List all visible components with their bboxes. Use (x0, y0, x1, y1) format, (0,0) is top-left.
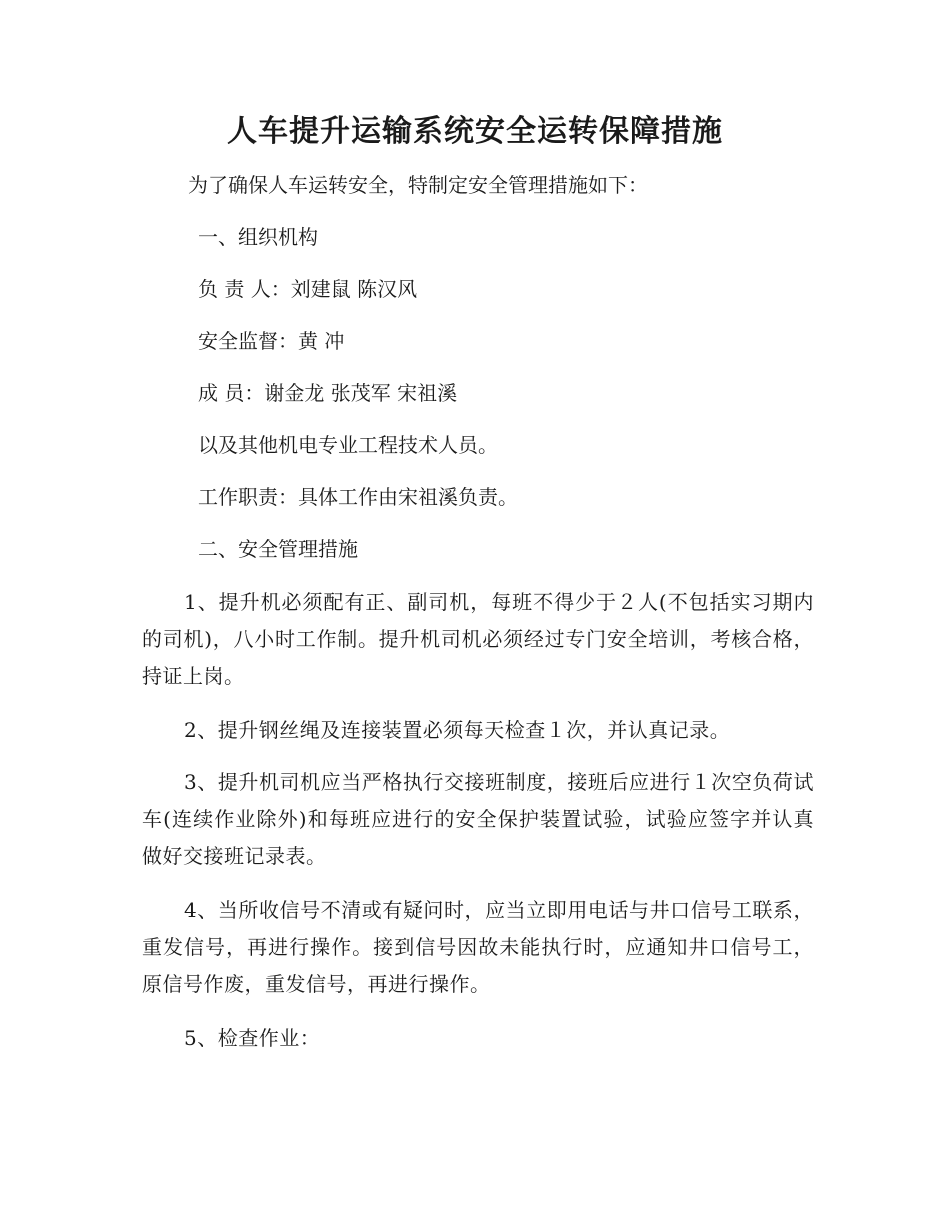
measure-item-1: 1、提升机必须配有正、副司机，每班不得少于２人(不包括实习期内的司机)，八小时工作制。提升机司机必须经过专门安全培训，考核合格，持证上岗。 (142, 590, 814, 688)
org-others: 以及其他机电专业工程技术人员。 (198, 433, 498, 457)
document-title: 人车提升运输系统安全运转保障措施 (227, 114, 723, 149)
measure-item-5: 5、检查作业： (184, 1026, 321, 1050)
org-members: 成 员：谢金龙 张茂军 宋祖溪 (198, 381, 458, 405)
measure-item-4: 4、当所收信号不清或有疑问时，应当立即用电话与井口信号工联系，重发信号，再进行操作。接到信号因故未能执行时，应通知井口信号工，原信号作废，重发信号，再进行操作。 (142, 898, 814, 996)
section-heading-organization: 一、组织机构 (198, 225, 318, 249)
org-supervisor: 安全监督：黄 冲 (198, 329, 345, 353)
intro-text: 为了确保人车运转安全，特制定安全管理措施如下： (188, 173, 648, 197)
measure-item-2: 2、提升钢丝绳及连接装置必须每天检查１次，并认真记录。 (184, 718, 731, 742)
measure-item-3: 3、提升机司机应当严格执行交接班制度，接班后应进行１次空负荷试车(连续作业除外)和每班应进行的安全保护装置试验，试验应签字并认真做好交接班记录表。 (142, 770, 814, 868)
org-duty: 工作职责：具体工作由宋祖溪负责。 (198, 485, 518, 509)
section-heading-measures: 二、安全管理措施 (198, 537, 358, 561)
org-leader: 负 责 人：刘建鼠 陈汉风 (198, 277, 418, 301)
